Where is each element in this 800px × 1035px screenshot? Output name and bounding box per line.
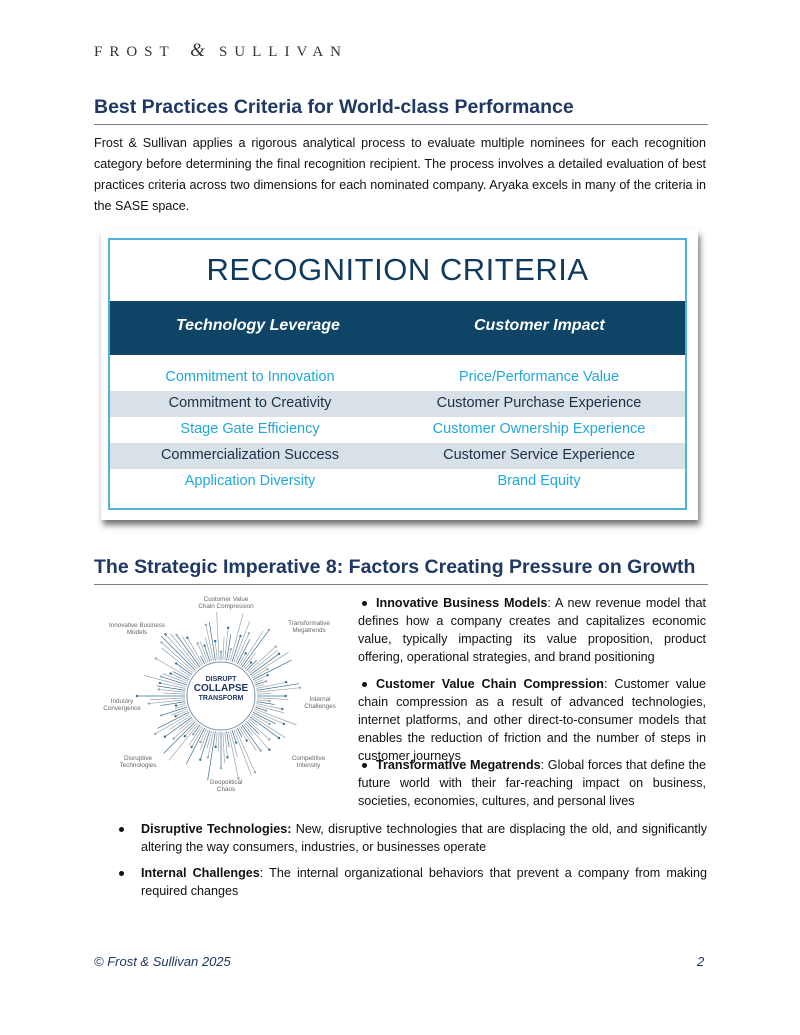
burst-ray bbox=[163, 693, 185, 694]
burst-ray bbox=[170, 716, 191, 730]
bullet-text: Global forces that define the future world with their far-reaching impact on business, societies, economies, cultures, and personal lives bbox=[358, 758, 706, 808]
diagram-label-customer-value: Customer Value Chain Compression bbox=[198, 596, 254, 610]
burst-dot bbox=[154, 733, 156, 735]
bullet-text: Customer value chain compression as a result of advanced technologies, internet platforms, and other direct-to-consumer models that enables the reduction of friction and the number of steps in customer journeys bbox=[358, 677, 706, 763]
burst-dot bbox=[268, 629, 270, 631]
recognition-criteria-figure bbox=[101, 230, 698, 520]
burst-dot bbox=[174, 715, 176, 717]
diagram-label-innovative-business-models: Innovative Business Models bbox=[108, 622, 165, 636]
bullet-term: Transformative Megatrends bbox=[376, 758, 541, 772]
intro-paragraph: Frost & Sullivan applies a rigorous analytical process to evaluate multiple nominees for each recognition category before determining the final recognition recipient. The process involves a detailed evaluation of best practices criteria across two dimensions for each nominated company. Aryaka excels in many of the criteria in the SASE space. bbox=[94, 136, 706, 213]
bullet-customer-value-chain bbox=[358, 675, 706, 765]
criteria-right-item: Customer Ownership Experience bbox=[432, 421, 646, 437]
burst-dot bbox=[281, 708, 283, 710]
burst-ray bbox=[257, 693, 271, 694]
burst-dot bbox=[235, 741, 237, 743]
burst-dot bbox=[268, 748, 270, 750]
growth-pressure-diagram bbox=[96, 592, 346, 804]
burst-dot bbox=[159, 682, 161, 684]
burst-dot bbox=[227, 627, 229, 629]
burst-dot bbox=[283, 723, 285, 725]
burst-ray bbox=[234, 621, 250, 663]
burst-dot bbox=[160, 675, 162, 677]
bullet-disruptive-technologies bbox=[141, 820, 707, 856]
criteria-left-item: Commitment to Creativity bbox=[168, 395, 332, 411]
burst-dot bbox=[226, 756, 228, 758]
bullet-sep: : bbox=[547, 596, 551, 610]
burst-ray bbox=[245, 663, 251, 670]
burst-dot bbox=[175, 704, 177, 706]
center-word-transform: TRANSFORM bbox=[198, 695, 244, 702]
burst-ray bbox=[244, 653, 256, 668]
criteria-right-item: Customer Service Experience bbox=[443, 447, 635, 463]
criteria-header-band bbox=[110, 301, 685, 355]
burst-ray bbox=[182, 637, 201, 666]
bullet-text: : The internal organizational behaviors that prevent a company from making required changes bbox=[141, 866, 707, 898]
criteria-left-item: Application Diversity bbox=[184, 473, 316, 489]
burst-dot bbox=[155, 657, 157, 659]
criteria-row bbox=[110, 391, 685, 417]
burst-dot bbox=[214, 640, 216, 642]
criteria-left-item: Commercialization Success bbox=[160, 447, 340, 463]
bullet-dot bbox=[119, 827, 124, 832]
burst-ray bbox=[208, 732, 216, 781]
criteria-row bbox=[110, 417, 685, 443]
burst-dot bbox=[186, 637, 188, 639]
criteria-row bbox=[110, 365, 685, 391]
burst-dot bbox=[275, 645, 277, 647]
footer-page-number: 2 bbox=[697, 954, 705, 969]
burst-ray bbox=[237, 728, 242, 737]
logo-sullivan: SULLIVAN bbox=[218, 44, 349, 60]
frost-sullivan-logo bbox=[94, 40, 348, 62]
burst-dot bbox=[136, 695, 138, 697]
burst-ray bbox=[257, 698, 289, 700]
center-word-collapse: COLLAPSE bbox=[193, 683, 249, 694]
criteria-row bbox=[110, 443, 685, 469]
bullet-dot bbox=[119, 871, 124, 876]
burst-dot bbox=[285, 681, 287, 683]
diagram-label-competitive-intensity: Competitive Intensity bbox=[291, 755, 326, 769]
burst-ray bbox=[223, 732, 225, 763]
burst-dot bbox=[172, 737, 174, 739]
burst-dot bbox=[196, 642, 198, 644]
burst-dot bbox=[265, 680, 267, 682]
burst-ray bbox=[179, 719, 193, 730]
burst-dot bbox=[199, 758, 201, 760]
criteria-row bbox=[110, 469, 685, 495]
bullet-term: Disruptive Technologies: bbox=[141, 822, 292, 836]
burst-dot bbox=[278, 653, 280, 655]
burst-dot bbox=[160, 714, 162, 716]
criteria-title: RECOGNITION CRITERIA bbox=[206, 252, 589, 287]
bullet-text: New, disruptive technologies that are displacing the old, and significantly altering the way consumers, industries, or businesses operate bbox=[141, 822, 707, 854]
burst-dot bbox=[199, 741, 201, 743]
logo-frost: FROST bbox=[94, 44, 176, 60]
burst-dot bbox=[259, 749, 261, 751]
bullet-transformative-megatrends bbox=[358, 756, 706, 810]
burst-dot bbox=[220, 651, 222, 653]
burst-ray bbox=[176, 663, 192, 674]
diagram-label-internal-challenges: Internal Challenges bbox=[304, 696, 336, 710]
criteria-right-header: Customer Impact bbox=[474, 317, 605, 334]
diagram-label-megatrends: Transformative Megatrends bbox=[288, 620, 330, 634]
burst-dot bbox=[284, 695, 286, 697]
burst-ray bbox=[223, 637, 224, 660]
burst-dot bbox=[175, 662, 177, 664]
burst-dot bbox=[164, 736, 166, 738]
diagram-label-disruptive-technologies: Disruptive Technologies bbox=[119, 755, 157, 769]
burst-ray bbox=[256, 684, 265, 686]
burst-dot bbox=[190, 746, 192, 748]
diagram-center-text bbox=[189, 676, 253, 702]
burst-dot bbox=[266, 668, 268, 670]
burst-ray bbox=[176, 703, 186, 705]
burst-ray bbox=[185, 723, 197, 736]
burst-dot bbox=[192, 733, 194, 735]
burst-dot bbox=[230, 648, 232, 650]
bullet-term: Customer Value Chain Compression bbox=[376, 677, 604, 691]
burst-ray bbox=[156, 658, 190, 678]
heading-rule bbox=[94, 584, 708, 585]
burst-dot bbox=[160, 641, 162, 643]
burst-dot bbox=[175, 634, 177, 636]
burst-dot bbox=[248, 632, 250, 634]
burst-dot bbox=[184, 735, 186, 737]
logo-ampersand: & bbox=[190, 40, 205, 61]
diagram-label-industry-convergence: Industry Convergence bbox=[103, 698, 141, 712]
burst-ray bbox=[236, 729, 255, 772]
bullet-text: A new revenue model that defines how a company creates and capitalizes economic value, typically impacting its value proposition, product offering, operational strategies, and brand positioning bbox=[358, 596, 706, 664]
bullet-term: Internal Challenges bbox=[141, 866, 260, 880]
burst-ray bbox=[207, 731, 212, 748]
burst-dot bbox=[268, 700, 270, 702]
burst-ray bbox=[162, 648, 193, 673]
burst-dot bbox=[268, 723, 270, 725]
burst-dot bbox=[220, 767, 222, 769]
burst-dot bbox=[265, 709, 267, 711]
burst-ray bbox=[215, 641, 217, 660]
recognition-criteria-card bbox=[108, 238, 687, 510]
burst-ray bbox=[216, 732, 218, 747]
bullet-innovative-business-models bbox=[358, 594, 706, 666]
burst-dot bbox=[250, 661, 252, 663]
burst-dot bbox=[205, 624, 207, 626]
burst-dot bbox=[299, 686, 301, 688]
burst-dot bbox=[214, 746, 216, 748]
criteria-right-item: Brand Equity bbox=[497, 473, 581, 489]
section-heading-best-practices: Best Practices Criteria for World-class Performance bbox=[94, 96, 574, 118]
criteria-left-header: Technology Leverage bbox=[176, 317, 340, 334]
bullet-term: Innovative Business Models bbox=[376, 596, 548, 610]
section-heading-strategic-imperative: The Strategic Imperative 8: Factors Creating Pressure on Growth bbox=[94, 556, 696, 578]
criteria-left-item: Commitment to Innovation bbox=[165, 369, 335, 385]
burst-dot bbox=[254, 771, 256, 773]
burst-ray bbox=[246, 721, 259, 734]
bullet-internal-challenges bbox=[141, 864, 707, 900]
bullet-sep: : bbox=[540, 758, 545, 772]
diagram-label-geopolitical-chaos: Geopolitical Chaos bbox=[209, 779, 243, 793]
burst-ray bbox=[165, 717, 192, 737]
burst-dot bbox=[266, 674, 268, 676]
burst-dot bbox=[278, 737, 280, 739]
burst-ray bbox=[255, 709, 297, 725]
burst-dot bbox=[246, 739, 248, 741]
center-word-disrupt: DISRUPT bbox=[205, 676, 237, 683]
burst-ray bbox=[257, 700, 270, 701]
burst-dot bbox=[268, 738, 270, 740]
burst-dot bbox=[169, 672, 171, 674]
burst-ray bbox=[150, 698, 185, 700]
burst-dot bbox=[207, 756, 209, 758]
burst-ray bbox=[218, 732, 219, 752]
burst-dot bbox=[203, 644, 205, 646]
criteria-right-item: Customer Purchase Experience bbox=[436, 395, 642, 411]
burst-dot bbox=[239, 635, 241, 637]
burst-dot bbox=[158, 688, 160, 690]
criteria-right-item: Price/Performance Value bbox=[458, 369, 620, 385]
burst-ray bbox=[237, 639, 250, 664]
burst-ray bbox=[257, 688, 300, 693]
criteria-left-item: Stage Gate Efficiency bbox=[180, 421, 320, 437]
footer-copyright: © Frost & Sullivan 2025 bbox=[94, 954, 231, 969]
burst-ray bbox=[217, 612, 220, 660]
bullet-sep: : bbox=[603, 677, 608, 691]
burst-ray bbox=[144, 675, 186, 686]
burst-dot bbox=[244, 652, 246, 654]
burst-ray bbox=[149, 700, 185, 704]
heading-rule bbox=[94, 124, 708, 125]
